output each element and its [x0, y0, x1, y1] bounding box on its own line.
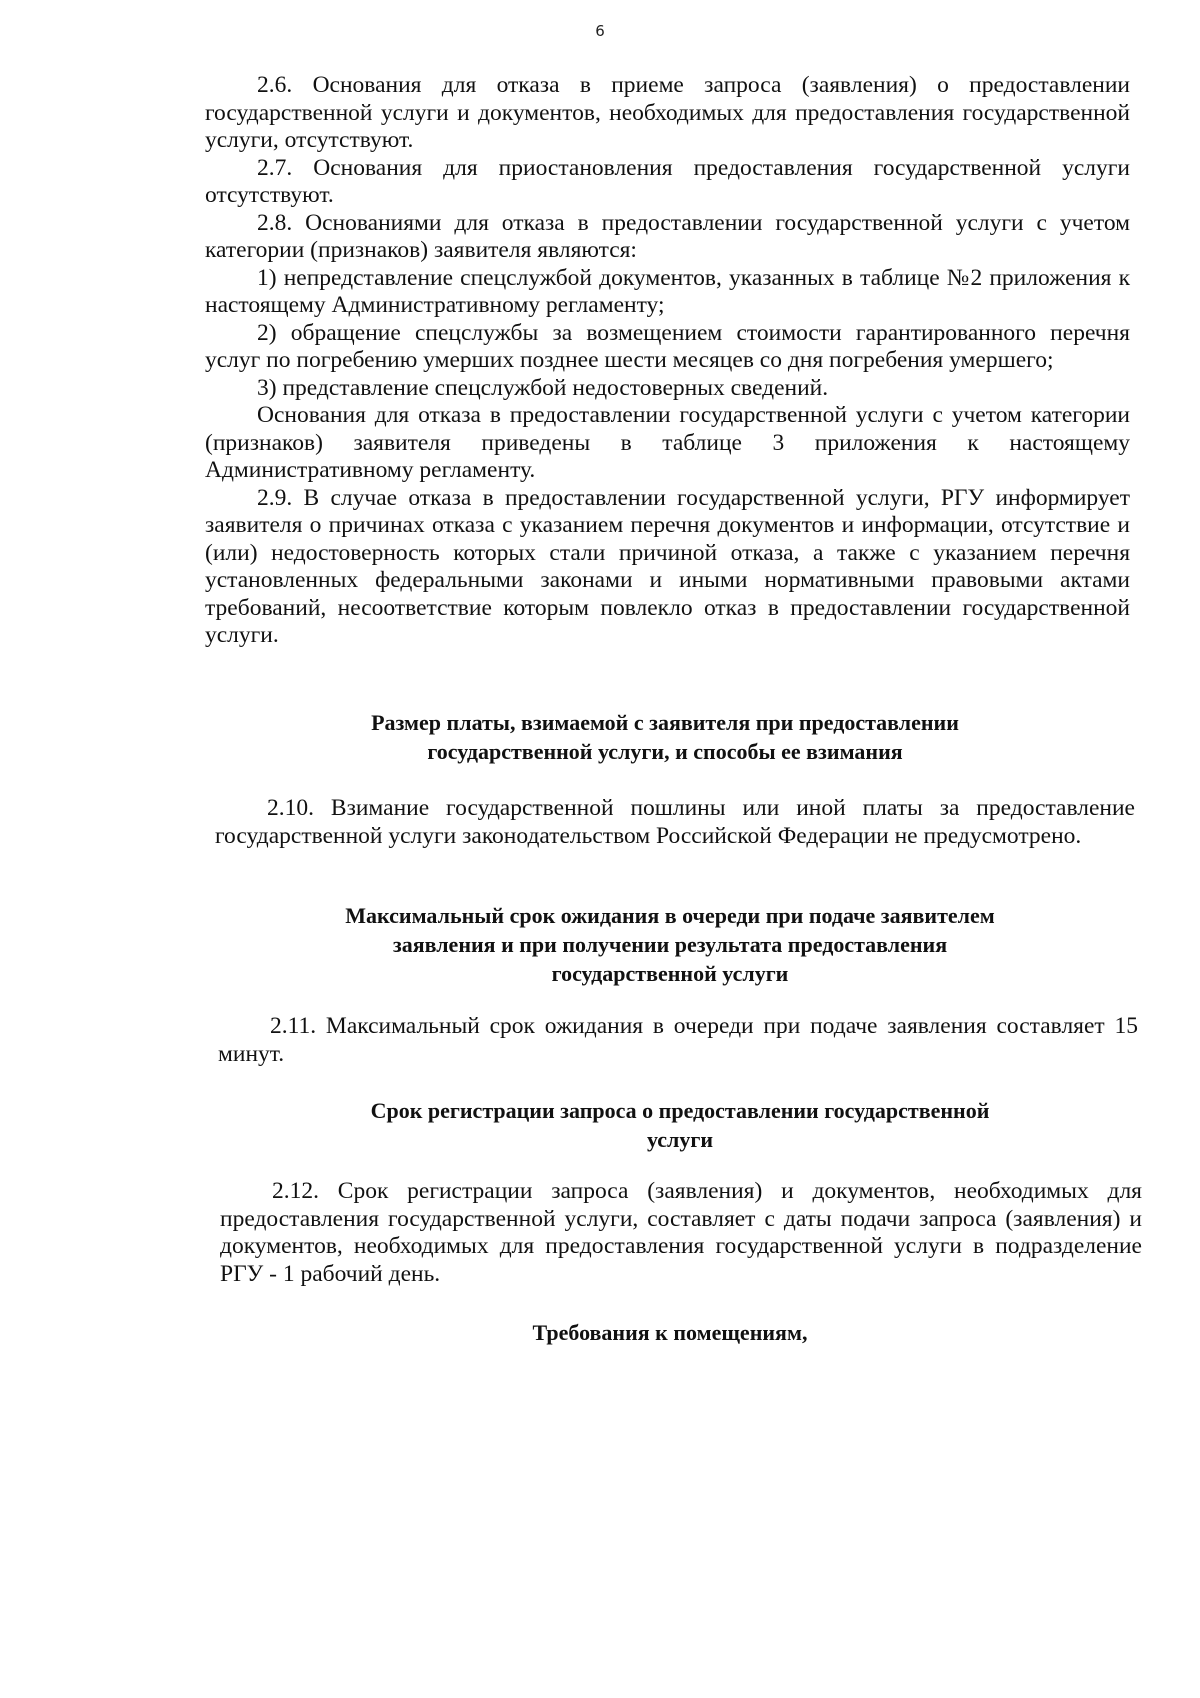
- heading-registration-line-2: услуги: [646, 1127, 714, 1152]
- paragraph-2-10: 2.10. Взимание государственной пошлины или иной платы за предоставление государственной услуги законодательством Российской Федерации не предусмотрено.: [215, 795, 1135, 849]
- paragraph-2-8-note: Основания для отказа в предоставлении государственной услуги с учетом категории (признаков) заявителя приведены в таблице 3 приложения к настоящему Административному регламенту.: [205, 402, 1130, 483]
- heading-queue-line-2: заявления и при получении результата предоставления: [392, 932, 948, 957]
- heading-fee-line-2: государственной услуги, и способы ее взимания: [427, 739, 903, 764]
- section-queue: [218, 1013, 1138, 1068]
- page-number: 6: [595, 22, 605, 40]
- heading-fee: [250, 708, 1080, 766]
- heading-registration: [260, 1096, 1100, 1154]
- section-grounds-refusal: [205, 72, 1130, 650]
- paragraph-2-6: 2.6. Основания для отказа в приеме запроса (заявления) о предоставлении государственной услуги и документов, необходимых для предоставления государственной услуги, отсутствуют.: [205, 72, 1130, 153]
- heading-fee-line-1: Размер платы, взимаемой с заявителя при предоставлении: [371, 710, 959, 735]
- heading-queue-line-3: государственной услуги: [551, 961, 789, 986]
- heading-queue: [245, 901, 1095, 988]
- paragraph-2-8-item-3: 3) представление спецслужбой недостоверных сведений.: [257, 374, 829, 401]
- section-registration: [220, 1178, 1142, 1288]
- paragraph-2-8-item-2: 2) обращение спецслужбы за возмещением стоимости гарантированного перечня услуг по погребению умерших позднее шести месяцев со дня погребения умершего;: [205, 319, 1130, 373]
- paragraph-2-8-item-1: 1) непредставление спецслужбой документов, указанных в таблице №2 приложения к настоящему Административному регламенту;: [205, 264, 1130, 318]
- heading-queue-line-1: Максимальный срок ожидания в очереди при подаче заявителем: [345, 903, 995, 928]
- paragraph-2-12: 2.12. Срок регистрации запроса (заявления) и документов, необходимых для предоставления государственной услуги, составляет с даты подачи запроса (заявления) и документов, необходимых для предоставления государственной услуги в подразделение РГУ - 1 рабочий день.: [220, 1178, 1142, 1287]
- paragraph-2-7: 2.7. Основания для приостановления предоставления государственной услуги отсутствуют.: [205, 154, 1130, 208]
- heading-registration-line-1: Срок регистрации запроса о предоставлении государственной: [370, 1098, 990, 1123]
- paragraph-2-8: 2.8. Основаниями для отказа в предоставлении государственной услуги с учетом категории (признаков) заявителя являются:: [205, 209, 1130, 263]
- paragraph-2-11: 2.11. Максимальный срок ожидания в очереди при подаче заявления составляет 15 минут.: [218, 1013, 1138, 1067]
- section-fee: [215, 795, 1135, 850]
- paragraph-2-9: 2.9. В случае отказа в предоставлении государственной услуги, РГУ информирует заявителя о причинах отказа с указанием перечня документов и информации, отсутствие и (или) недостоверность которых стали причиной отказа, а также с указанием перечня установленных федеральными законами и иными нормативными правовыми актами требований, несоответствие которым повлекло отказ в предоставлении государственной услуги.: [205, 484, 1130, 648]
- heading-premises: [400, 1318, 940, 1347]
- heading-premises-line-1: Требования к помещениям,: [532, 1320, 808, 1345]
